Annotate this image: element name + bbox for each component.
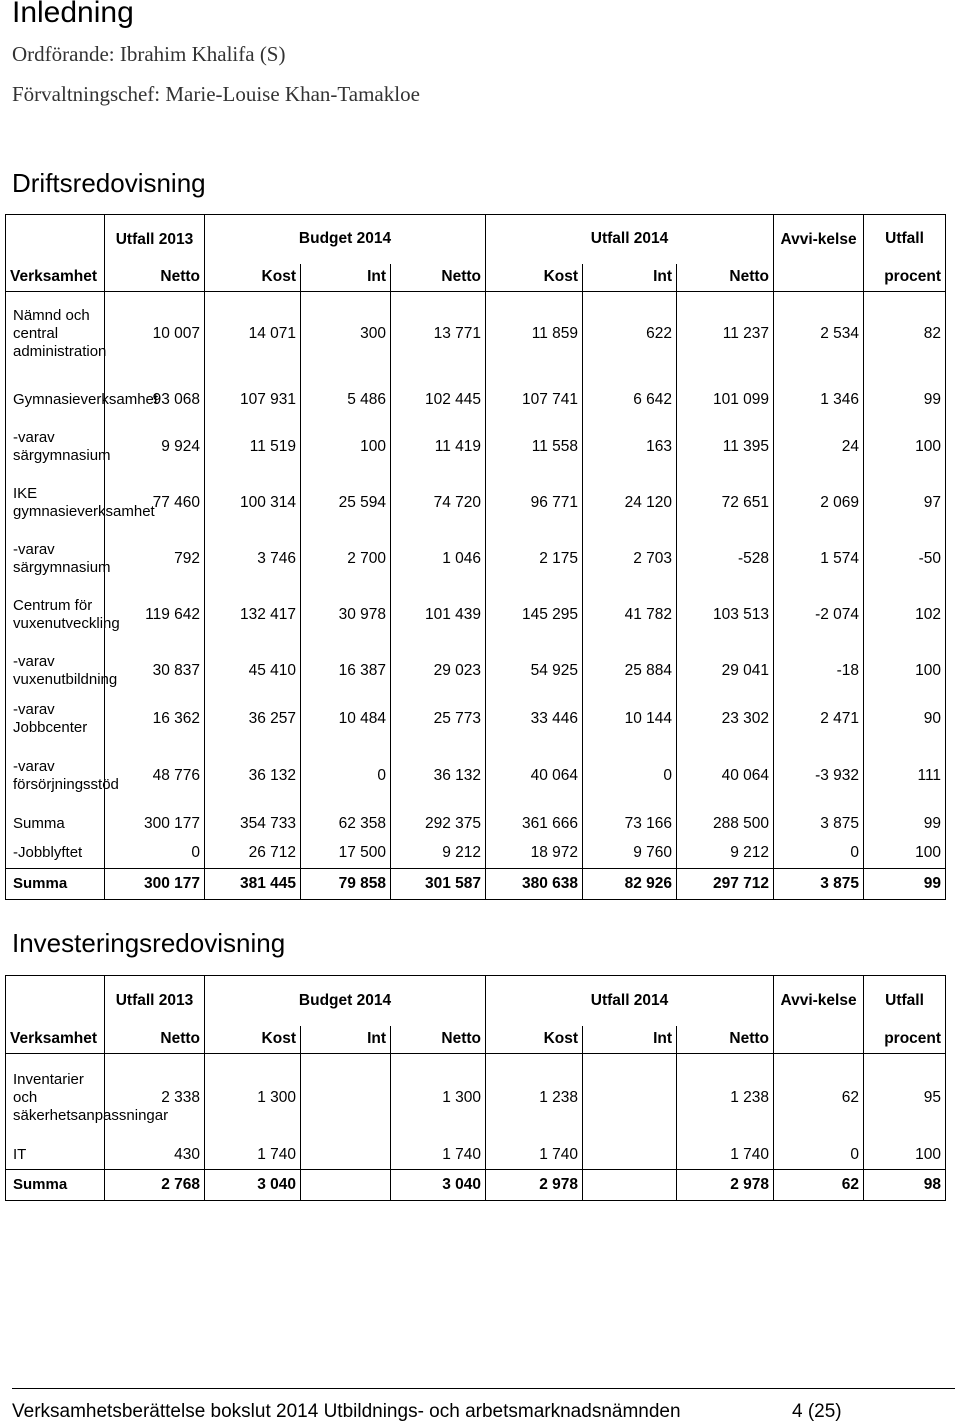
cell-value: 100: [864, 1142, 946, 1170]
invest-heading: Investeringsredovisning: [12, 928, 286, 958]
cell-value: 1 300: [391, 1054, 486, 1142]
header-utfall-2014: Utfall 2014: [486, 215, 774, 264]
cell-value: 288 500: [677, 809, 774, 839]
row-label: -varav särgymnasium: [6, 535, 105, 583]
column-header: Netto: [105, 1026, 205, 1054]
cell-value: 300 177: [105, 809, 205, 839]
cell-value: 1 046: [391, 535, 486, 583]
drift-table: [5, 214, 946, 900]
manager-line: Förvaltningschef: Marie-Louise Khan-Tamakloe: [12, 82, 420, 106]
cell-value: 1 740: [391, 1142, 486, 1170]
cell-value: 111: [864, 743, 946, 809]
cell-value: 6 642: [583, 377, 677, 423]
table-row: [6, 695, 946, 743]
cell-value: 98: [864, 1170, 946, 1201]
cell-value: 2 768: [105, 1170, 205, 1201]
table-row: [6, 869, 946, 900]
cell-value: 1 574: [774, 535, 864, 583]
cell-value: 62: [774, 1054, 864, 1142]
cell-value: 2 534: [774, 292, 864, 377]
cell-value: 11 419: [391, 423, 486, 471]
column-header: Kost: [486, 1026, 583, 1054]
cell-value: 74 720: [391, 471, 486, 535]
row-label: -varav försörjningsstöd: [6, 743, 105, 809]
cell-value: 300: [301, 292, 391, 377]
cell-value: 99: [864, 377, 946, 423]
cell-value: 30 978: [301, 583, 391, 647]
header-avvikelse: Avvi-kelse: [774, 976, 864, 1026]
cell-value: [301, 1054, 391, 1142]
row-label: IT: [6, 1142, 105, 1170]
cell-value: 2 703: [583, 535, 677, 583]
column-header: Netto: [391, 264, 486, 292]
table-row: [6, 839, 946, 869]
cell-value: 73 166: [583, 809, 677, 839]
row-label: Summa: [6, 869, 105, 900]
column-header: Netto: [677, 1026, 774, 1054]
cell-value: 1 740: [677, 1142, 774, 1170]
cell-value: -50: [864, 535, 946, 583]
column-header: Int: [583, 264, 677, 292]
group-header-row: [6, 215, 946, 264]
column-header: Netto: [105, 264, 205, 292]
cell-value: 99: [864, 869, 946, 900]
cell-value: 107 931: [205, 377, 301, 423]
cell-value: 97: [864, 471, 946, 535]
cell-value: 9 760: [583, 839, 677, 869]
cell-value: 25 773: [391, 695, 486, 743]
cell-value: 82 926: [583, 869, 677, 900]
cell-value: [583, 1142, 677, 1170]
cell-value: 90: [864, 695, 946, 743]
row-label: -varav särgymnasium: [6, 423, 105, 471]
cell-value: 3 746: [205, 535, 301, 583]
cell-value: 0: [774, 1142, 864, 1170]
cell-value: 102: [864, 583, 946, 647]
cell-value: 10 484: [301, 695, 391, 743]
cell-value: 1 238: [486, 1054, 583, 1142]
column-header: [774, 264, 864, 292]
column-header: Verksamhet: [6, 1026, 105, 1054]
column-header: Verksamhet: [6, 264, 105, 292]
cell-value: 119 642: [105, 583, 205, 647]
cell-value: 10 007: [105, 292, 205, 377]
cell-value: 25 594: [301, 471, 391, 535]
cell-value: -18: [774, 647, 864, 695]
cell-value: 2 069: [774, 471, 864, 535]
cell-value: 18 972: [486, 839, 583, 869]
column-header-row: [6, 264, 946, 292]
cell-value: 11 395: [677, 423, 774, 471]
cell-value: 33 446: [486, 695, 583, 743]
cell-value: 62: [774, 1170, 864, 1201]
cell-value: 40 064: [677, 743, 774, 809]
table-row: [6, 583, 946, 647]
cell-value: -528: [677, 535, 774, 583]
column-header: Netto: [677, 264, 774, 292]
footer-text: Verksamhetsberättelse bokslut 2014 Utbildnings- och arbetsmarknadsnämnden: [12, 1401, 681, 1422]
table-row: [6, 377, 946, 423]
cell-value: 1 740: [486, 1142, 583, 1170]
row-label: Gymnasieverksamhet: [6, 377, 105, 423]
cell-value: 0: [774, 839, 864, 869]
header-avvikelse: Avvi-kelse: [774, 215, 864, 264]
cell-value: [583, 1054, 677, 1142]
cell-value: 103 513: [677, 583, 774, 647]
cell-value: 101 099: [677, 377, 774, 423]
cell-value: 25 884: [583, 647, 677, 695]
row-label: Summa: [6, 1170, 105, 1201]
column-header: Netto: [391, 1026, 486, 1054]
cell-value: 1 740: [205, 1142, 301, 1170]
column-header: procent: [864, 264, 946, 292]
table-row: [6, 743, 946, 809]
cell-value: 0: [105, 839, 205, 869]
column-header: Int: [301, 264, 391, 292]
header-utfall-2013: Utfall 2013: [105, 215, 205, 264]
column-header-row: [6, 1026, 946, 1054]
cell-value: 1 238: [677, 1054, 774, 1142]
cell-value: 100: [864, 839, 946, 869]
group-header-row: [6, 976, 946, 1026]
header-utfall-2013: Utfall 2013: [105, 976, 205, 1026]
drift-heading: Driftsredovisning: [12, 168, 206, 198]
row-label: Centrum för vuxenutveckling: [6, 583, 105, 647]
cell-value: 100 314: [205, 471, 301, 535]
cell-value: 361 666: [486, 809, 583, 839]
row-label: Nämnd och central administration: [6, 292, 105, 377]
cell-value: 0: [583, 743, 677, 809]
cell-value: 2 978: [486, 1170, 583, 1201]
cell-value: 48 776: [105, 743, 205, 809]
cell-value: 93 068: [105, 377, 205, 423]
cell-value: 380 638: [486, 869, 583, 900]
cell-value: 14 071: [205, 292, 301, 377]
cell-value: 1 300: [205, 1054, 301, 1142]
column-header: Kost: [205, 1026, 301, 1054]
cell-value: 2 978: [677, 1170, 774, 1201]
row-label: IKE gymnasieverksamhet: [6, 471, 105, 535]
cell-value: 99: [864, 809, 946, 839]
cell-value: 29 023: [391, 647, 486, 695]
cell-value: 77 460: [105, 471, 205, 535]
cell-value: -2 074: [774, 583, 864, 647]
cell-value: 101 439: [391, 583, 486, 647]
chair-line: Ordförande: Ibrahim Khalifa (S): [12, 42, 286, 66]
table-row: [6, 1142, 946, 1170]
table-row: [6, 809, 946, 839]
cell-value: 100: [864, 647, 946, 695]
cell-value: 16 387: [301, 647, 391, 695]
table-row: [6, 1054, 946, 1142]
page-footer: [12, 1388, 955, 1423]
cell-value: 5 486: [301, 377, 391, 423]
cell-value: 24: [774, 423, 864, 471]
cell-value: 2 338: [105, 1054, 205, 1142]
cell-value: 132 417: [205, 583, 301, 647]
cell-value: [301, 1170, 391, 1201]
cell-value: 100: [301, 423, 391, 471]
table-row: [6, 471, 946, 535]
cell-value: 72 651: [677, 471, 774, 535]
page-number: 4 (25): [792, 1401, 842, 1422]
cell-value: 13 771: [391, 292, 486, 377]
cell-value: 26 712: [205, 839, 301, 869]
cell-value: 297 712: [677, 869, 774, 900]
cell-value: [301, 1142, 391, 1170]
cell-value: 3 040: [391, 1170, 486, 1201]
cell-value: 107 741: [486, 377, 583, 423]
cell-value: 2 471: [774, 695, 864, 743]
row-label: Inventarier och säkerhetsanpassningar: [6, 1054, 105, 1142]
header-utfall: Utfall: [864, 215, 946, 264]
header-budget-2014: Budget 2014: [205, 215, 486, 264]
cell-value: 79 858: [301, 869, 391, 900]
cell-value: 11 859: [486, 292, 583, 377]
cell-value: 11 519: [205, 423, 301, 471]
invest-table: [5, 975, 946, 1201]
cell-value: 16 362: [105, 695, 205, 743]
cell-value: 9 212: [677, 839, 774, 869]
cell-value: 2 175: [486, 535, 583, 583]
cell-value: 41 782: [583, 583, 677, 647]
cell-value: 62 358: [301, 809, 391, 839]
column-header: [774, 1026, 864, 1054]
cell-value: 11 558: [486, 423, 583, 471]
row-label: -varav vuxenutbildning: [6, 647, 105, 695]
column-header: Int: [583, 1026, 677, 1054]
cell-value: 23 302: [677, 695, 774, 743]
cell-value: 24 120: [583, 471, 677, 535]
cell-value: 430: [105, 1142, 205, 1170]
cell-value: -3 932: [774, 743, 864, 809]
cell-value: 36 257: [205, 695, 301, 743]
row-label: -varav Jobbcenter: [6, 695, 105, 743]
table-row: [6, 647, 946, 695]
cell-value: 11 237: [677, 292, 774, 377]
table-row: [6, 423, 946, 471]
cell-value: 36 132: [391, 743, 486, 809]
cell-value: 82: [864, 292, 946, 377]
cell-value: 622: [583, 292, 677, 377]
cell-value: 17 500: [301, 839, 391, 869]
cell-value: 9 212: [391, 839, 486, 869]
table-row: [6, 292, 946, 377]
column-header: procent: [864, 1026, 946, 1054]
header-utfall: Utfall: [864, 976, 946, 1026]
column-header: Kost: [205, 264, 301, 292]
cell-value: 292 375: [391, 809, 486, 839]
cell-value: 300 177: [105, 869, 205, 900]
cell-value: 3 875: [774, 809, 864, 839]
cell-value: 301 587: [391, 869, 486, 900]
header-utfall-2014: Utfall 2014: [486, 976, 774, 1026]
cell-value: [583, 1170, 677, 1201]
cell-value: 2 700: [301, 535, 391, 583]
cell-value: 96 771: [486, 471, 583, 535]
cell-value: 381 445: [205, 869, 301, 900]
table-row: [6, 535, 946, 583]
cell-value: 30 837: [105, 647, 205, 695]
cell-value: 36 132: [205, 743, 301, 809]
cell-value: 45 410: [205, 647, 301, 695]
cell-value: 102 445: [391, 377, 486, 423]
table-row: [6, 1170, 946, 1201]
cell-value: 792: [105, 535, 205, 583]
column-header: Int: [301, 1026, 391, 1054]
cell-value: 9 924: [105, 423, 205, 471]
cell-value: 3 040: [205, 1170, 301, 1201]
cell-value: 10 144: [583, 695, 677, 743]
cell-value: 163: [583, 423, 677, 471]
row-label: -Jobblyftet: [6, 839, 105, 869]
cell-value: 29 041: [677, 647, 774, 695]
cell-value: 1 346: [774, 377, 864, 423]
cell-value: 95: [864, 1054, 946, 1142]
column-header: Kost: [486, 264, 583, 292]
cell-value: 0: [301, 743, 391, 809]
page-title: Inledning: [12, 0, 134, 29]
cell-value: 354 733: [205, 809, 301, 839]
cell-value: 100: [864, 423, 946, 471]
cell-value: 40 064: [486, 743, 583, 809]
cell-value: 145 295: [486, 583, 583, 647]
cell-value: 3 875: [774, 869, 864, 900]
header-budget-2014: Budget 2014: [205, 976, 486, 1026]
cell-value: 54 925: [486, 647, 583, 695]
row-label: Summa: [6, 809, 105, 839]
